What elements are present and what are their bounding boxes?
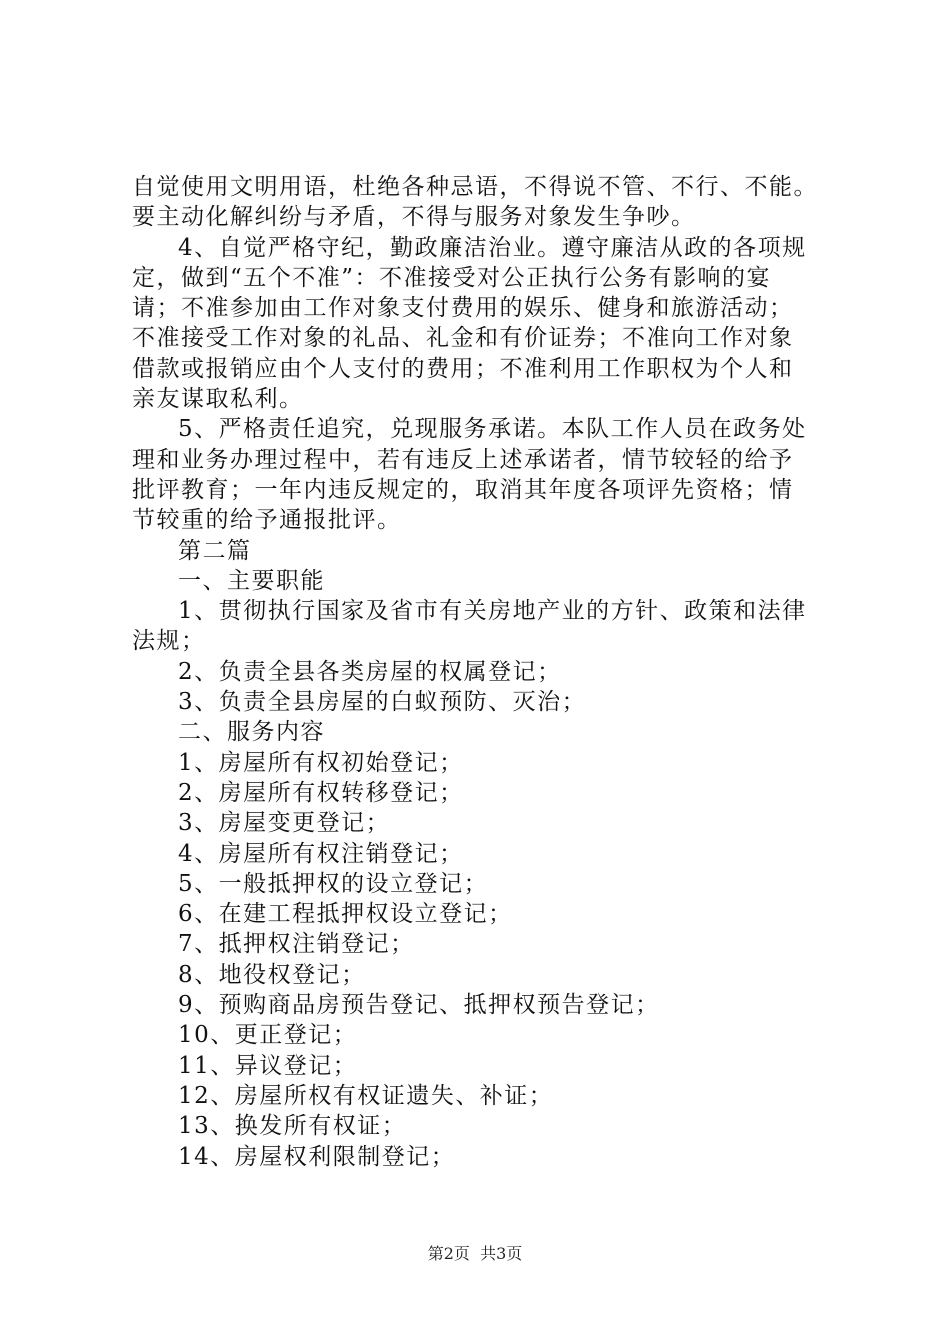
- text-line: 9、预购商品房预告登记、抵押权预告登记；: [178, 992, 660, 1019]
- text-line: 自觉使用文明用语，杜绝各种忌语，不得说不管、不行、不能。: [132, 174, 818, 200]
- text-line: 7、抵押权注销登记；: [178, 931, 415, 958]
- text-line: 节较重的给予通报批评。: [132, 507, 402, 534]
- text-line: 8、地役权登记；: [178, 961, 366, 988]
- text-line: 不准接受工作对象的礼品、礼金和有价证券；不准向工作对象: [132, 325, 794, 352]
- text-line: 6、在建工程抵押权设立登记；: [178, 901, 513, 928]
- text-line: 14、房屋权利限制登记；: [178, 1143, 456, 1170]
- text-line: 批评教育；一年内违反规定的，取消其年度各项评先资格；情: [132, 476, 794, 503]
- text-line: 13、换发所有权证；: [178, 1113, 407, 1140]
- text-line: 3、负责全县房屋的白蚁预防、灭治；: [178, 689, 587, 716]
- text-line: 一、主要职能: [178, 567, 325, 594]
- text-line: 3、房屋变更登记；: [178, 810, 391, 837]
- page-footer: [0, 1243, 950, 1265]
- text-line: 法规；: [132, 628, 206, 655]
- text-line: 1、房屋所有权初始登记；: [178, 749, 464, 776]
- text-line: 2、房屋所有权转移登记；: [178, 779, 464, 806]
- document-body: [132, 172, 832, 1172]
- text-line: 请；不准参加由工作对象支付费用的娱乐、健身和旅游活动；: [132, 295, 794, 322]
- text-line: 5、严格责任追究，兑现服务承诺。本队工作人员在政务处: [178, 416, 807, 443]
- text-line: 2、负责全县各类房屋的权属登记；: [178, 658, 562, 685]
- text-line: 4、房屋所有权注销登记；: [178, 840, 464, 867]
- text-line: 理和业务办理过程中，若有违反上述承诺者，情节较轻的给予: [132, 446, 794, 473]
- text-line: 二、服务内容: [178, 719, 325, 746]
- text-line: 借款或报销应由个人支付的费用；不准利用工作职权为个人和: [132, 355, 794, 382]
- text-line: 亲友谋取私利。: [132, 386, 304, 413]
- text-line: 10、更正登记；: [178, 1022, 358, 1049]
- text-line: 5、一般抵押权的设立登记；: [178, 870, 489, 897]
- text-line: 12、房屋所权有权证遗失、补证；: [178, 1082, 554, 1109]
- page-number-label: 第2页 共3页: [427, 1244, 523, 1263]
- text-line: 11、异议登记；: [178, 1052, 358, 1079]
- text-line: 4、自觉严格守纪，勤政廉洁治业。遵守廉洁从政的各项规: [178, 234, 807, 261]
- text-line: 1、贯彻执行国家及省市有关房地产业的方针、政策和法律: [178, 598, 807, 625]
- text-line: 第二篇: [178, 537, 252, 564]
- text-line: 要主动化解纠纷与矛盾，不得与服务对象发生争吵。: [132, 204, 696, 231]
- text-line: 定，做到“五个不准”：不准接受对公正执行公务有影响的宴: [132, 264, 772, 291]
